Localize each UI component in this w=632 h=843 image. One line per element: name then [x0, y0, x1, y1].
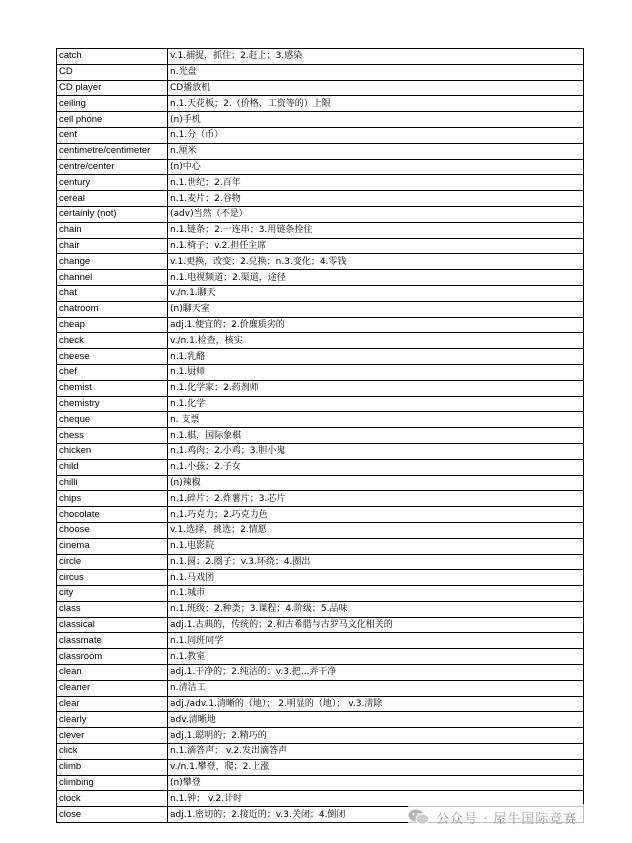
table-row [57, 112, 584, 128]
word-cell: chemistry [57, 396, 168, 412]
table-row [57, 475, 584, 491]
table-row [57, 191, 584, 207]
word-cell: cinema [57, 538, 168, 554]
table-row [57, 222, 584, 238]
definition-cell: n.光盘 [168, 64, 584, 80]
table-row [57, 364, 584, 380]
table-row [57, 522, 584, 538]
definition-cell: adj.1.古典的，传统的；2.和古希腊与古罗马文化相关的 [168, 617, 584, 633]
word-cell: cheap [57, 317, 168, 333]
word-cell: climbing [57, 775, 168, 791]
word-cell: choose [57, 522, 168, 538]
table-row [57, 270, 584, 286]
table-row [57, 254, 584, 270]
definition-cell: v./n.1.检查，核实 [168, 333, 584, 349]
table-row [57, 285, 584, 301]
definition-cell: n.1.教室 [168, 649, 584, 665]
definition-cell: n.1.电影院 [168, 538, 584, 554]
table-row [57, 617, 584, 633]
word-cell: cheese [57, 349, 168, 365]
table-row [57, 80, 584, 96]
definition-cell: v.1.选择，挑选；2.情愿 [168, 522, 584, 538]
word-cell: child [57, 459, 168, 475]
wechat-icon [408, 808, 430, 826]
definition-cell: (adv)当然（不是） [168, 206, 584, 222]
definition-cell: adj.1.干净的；2.纯洁的；v.3.把...弄干净 [168, 665, 584, 681]
word-cell: centre/center [57, 159, 168, 175]
table-row [57, 459, 584, 475]
table-row [57, 649, 584, 665]
word-cell: circle [57, 554, 168, 570]
word-cell: CD [57, 64, 168, 80]
definition-cell: n.1.化学 [168, 396, 584, 412]
definition-cell: (n)辣椒 [168, 475, 584, 491]
watermark [408, 804, 622, 830]
word-cell: close [57, 807, 168, 823]
definition-cell: (n)攀登 [168, 775, 584, 791]
definition-cell: n.1.椅子；v.2.担任主席 [168, 238, 584, 254]
table-row [57, 570, 584, 586]
table-row [57, 349, 584, 365]
word-cell: channel [57, 270, 168, 286]
word-cell: classmate [57, 633, 168, 649]
table-row [57, 317, 584, 333]
table-row [57, 507, 584, 523]
definition-cell: v.1.捕捉，抓住；2.赶上；3.感染 [168, 49, 584, 65]
table-row [57, 64, 584, 80]
definition-cell: n.1.钟； v.2.计时 [168, 791, 584, 807]
definition-cell: n.1.链条；2.一连串；3.用链条拴住 [168, 222, 584, 238]
definition-cell: n. 支票 [168, 412, 584, 428]
table-row [57, 175, 584, 191]
definition-cell: (n)手机 [168, 112, 584, 128]
table-row [57, 601, 584, 617]
table-row [57, 728, 584, 744]
word-cell: chemist [57, 380, 168, 396]
word-cell: cereal [57, 191, 168, 207]
definition-cell: adj.1.便宜的；2.价廉质劣的 [168, 317, 584, 333]
definition-cell: n.1.鸡肉；2.小鸡；3.胆小鬼 [168, 443, 584, 459]
table-row [57, 206, 584, 222]
table-row [57, 712, 584, 728]
vocabulary-table-body [57, 49, 584, 823]
definition-cell: n.1.城市 [168, 586, 584, 602]
definition-cell: n.1.世纪；2.百年 [168, 175, 584, 191]
word-cell: cent [57, 127, 168, 143]
definition-cell: (n)聊天室 [168, 301, 584, 317]
definition-cell: n.清洁工 [168, 680, 584, 696]
table-row [57, 491, 584, 507]
definition-cell: n.厘米 [168, 143, 584, 159]
table-row [57, 238, 584, 254]
table-row [57, 333, 584, 349]
definition-cell: n.1.碎片；2.炸薯片；3.芯片 [168, 491, 584, 507]
definition-cell: v./n.1.聊天 [168, 285, 584, 301]
definition-cell: v./n.1.攀登，爬；2.上涨 [168, 759, 584, 775]
definition-cell: adj./adv.1.清晰的（地）； 2.明显的（地）； v.3.清除 [168, 696, 584, 712]
definition-cell: n.1.圆；2.圈子；v.3.环绕；4.圈出 [168, 554, 584, 570]
word-cell: classroom [57, 649, 168, 665]
word-cell: chips [57, 491, 168, 507]
table-row [57, 665, 584, 681]
definition-cell: adj.1.密切的；2.接近的；v.3.关闭；4.倒闭 [168, 807, 584, 823]
word-cell: centimetre/centimeter [57, 143, 168, 159]
table-row [57, 586, 584, 602]
word-cell: catch [57, 49, 168, 65]
word-cell: classical [57, 617, 168, 633]
word-cell: chef [57, 364, 168, 380]
table-row [57, 96, 584, 112]
definition-cell: CD播放机 [168, 80, 584, 96]
definition-cell: n.1.棋，国际象棋 [168, 428, 584, 444]
word-cell: clean [57, 665, 168, 681]
table-row [57, 443, 584, 459]
word-cell: clearly [57, 712, 168, 728]
word-cell: certainly (not) [57, 206, 168, 222]
vocabulary-table [56, 48, 584, 823]
table-row [57, 538, 584, 554]
word-cell: chair [57, 238, 168, 254]
word-cell: cell phone [57, 112, 168, 128]
table-row [57, 412, 584, 428]
word-cell: click [57, 744, 168, 760]
definition-cell: (n)中心 [168, 159, 584, 175]
table-row [57, 696, 584, 712]
word-cell: city [57, 586, 168, 602]
word-cell: class [57, 601, 168, 617]
definition-cell: n.1.班级；2.种类；3.课程；4.阶级；5.品味 [168, 601, 584, 617]
table-row [57, 759, 584, 775]
word-cell: chocolate [57, 507, 168, 523]
definition-cell: v.1.更换，改变；2.兑换；n.3.变化；4.零钱 [168, 254, 584, 270]
table-row [57, 301, 584, 317]
definition-cell: n.1.化学家；2.药剂师 [168, 380, 584, 396]
word-cell: clever [57, 728, 168, 744]
table-row [57, 143, 584, 159]
definition-cell: n.1.麦片；2.谷物 [168, 191, 584, 207]
definition-cell: n.1.天花板；2.（价格、工资等的）上限 [168, 96, 584, 112]
definition-cell: n.1.电视频道；2.渠道，途径 [168, 270, 584, 286]
table-row [57, 380, 584, 396]
definition-cell: n.1.巧克力；2.巧克力色 [168, 507, 584, 523]
word-cell: clear [57, 696, 168, 712]
word-cell: chilli [57, 475, 168, 491]
table-row [57, 49, 584, 65]
word-cell: check [57, 333, 168, 349]
word-cell: chain [57, 222, 168, 238]
table-row [57, 159, 584, 175]
table-row [57, 680, 584, 696]
definition-cell: n.1.小孩；2.子女 [168, 459, 584, 475]
definition-cell: adj.1.聪明的；2.精巧的 [168, 728, 584, 744]
word-cell: chess [57, 428, 168, 444]
table-row [57, 744, 584, 760]
table-row [57, 554, 584, 570]
watermark-text: 公众号 · 屋牛国际竞赛 [436, 811, 578, 827]
definition-cell: adv.清晰地 [168, 712, 584, 728]
word-cell: chat [57, 285, 168, 301]
word-cell: chatroom [57, 301, 168, 317]
word-cell: century [57, 175, 168, 191]
word-cell: circus [57, 570, 168, 586]
table-row [57, 396, 584, 412]
definition-cell: n.1.分（币） [168, 127, 584, 143]
word-cell: ceiling [57, 96, 168, 112]
table-row [57, 775, 584, 791]
definition-cell: n.1.厨师 [168, 364, 584, 380]
definition-cell: n.1.乳酪 [168, 349, 584, 365]
definition-cell: n.1.马戏团 [168, 570, 584, 586]
word-cell: clock [57, 791, 168, 807]
word-cell: climb [57, 759, 168, 775]
word-cell: chicken [57, 443, 168, 459]
word-cell: change [57, 254, 168, 270]
word-cell: cheque [57, 412, 168, 428]
definition-cell: n.1.滴答声； v.2.发出滴答声 [168, 744, 584, 760]
word-cell: cleaner [57, 680, 168, 696]
definition-cell: n.1.同班同学 [168, 633, 584, 649]
table-row [57, 633, 584, 649]
table-row [57, 127, 584, 143]
table-row [57, 428, 584, 444]
word-cell: CD player [57, 80, 168, 96]
